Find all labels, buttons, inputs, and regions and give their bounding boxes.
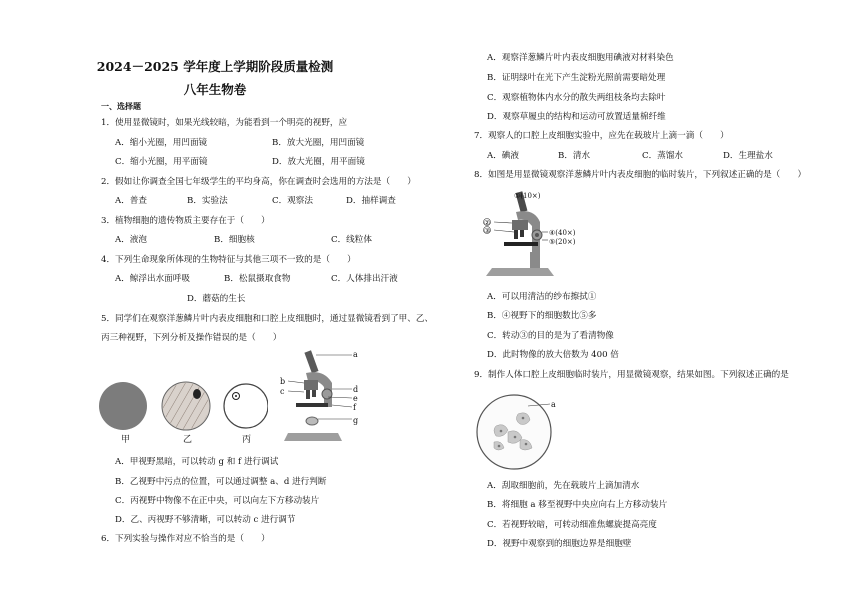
q2-option-c: C．观察法 [272,196,313,206]
q8-base [486,268,554,276]
view-jia-label: 甲 [121,435,131,445]
scope-label-f: f [353,403,356,412]
q5-nosepiece [304,380,318,390]
scope-label-b: b [280,377,286,386]
q8-nosepiece [512,220,528,230]
q7-stem: 7．观察人的口腔上皮细胞实验中，应先在载玻片上滴一滴（ ） [474,131,729,141]
q3-option-a: A．液泡 [115,235,147,245]
exam-subtitle: 八年生物卷 [183,82,247,97]
q6-option-d: D．观察草履虫的结构和运动可放置适量棉纤维 [487,112,666,122]
q8-option-a: A．可以用清洁的纱布擦拭① [487,292,597,302]
q3-stem: 3．植物细胞的遗传物质主要存在于（ ） [101,216,270,226]
view-yi-label: 乙 [183,435,193,445]
scope-label-g: g [353,416,359,425]
q9-stem: 9．制作人体口腔上皮细胞临时装片，用显微镜观察，结果如图。下列叙述正确的是 [474,370,789,380]
q5-stage [296,403,328,407]
view-yi-cells [163,383,209,429]
scope-label-a: a [353,350,358,359]
q4-option-d: D．蘑菇的生长 [187,294,246,304]
section-heading: 一、选择题 [101,102,141,111]
q2-stem: 2．假如让你调查全国七年级学生的平均身高，你在调查时会选用的方法是（ ） [101,177,416,187]
q8-option-b: B．④视野下的细胞数比⑤多 [487,311,597,321]
exam-title: 2024－2025 学年度上学期阶段质量检测 [96,59,334,74]
q1-option-d: D．放大光圈，用平面镜 [272,157,365,167]
q8-label-3: ③ [484,227,491,235]
q5-stem-line2: 丙三种视野，下列分析及操作错误的是（ ） [101,333,282,343]
q7-option-a: A．碘液 [487,151,519,161]
q5-option-a: A．甲视野黑暗，可以转动 g 和 f 进行调试 [115,457,279,467]
q8-objective-1 [514,230,518,239]
q6-option-b: B．证明绿叶在光下产生淀粉光照前需要暗处理 [487,73,666,83]
q4-option-b: B．松鼠摄取食物 [224,274,291,284]
q4-option-a: A．鲸浮出水面呼吸 [115,274,190,284]
view-jia-circle [99,382,147,430]
q3-option-c: C．线粒体 [331,235,372,245]
q8-label-2: ② [484,219,491,227]
q2-option-d: D．抽样调查 [346,196,396,206]
q4-option-c: C．人体排出汗液 [331,274,398,284]
q8-pillar [530,252,540,268]
q8-fine-knob [535,233,539,237]
q2-option-b: B．实验法 [187,196,228,206]
q5-coarse-knob [322,389,332,399]
q9-option-b: B．将细胞 a 移至视野中央应向右上方移动装片 [487,500,668,510]
q9-option-a: A．刮取细胞前，先在载玻片上滴加清水 [487,481,640,491]
q7-option-c: C．蒸馏水 [642,151,683,161]
q5-option-d: D．乙、丙视野不够清晰，可以转动 c 进行调节 [115,515,296,525]
q5-base [284,433,342,441]
q5-objective-2 [312,390,316,397]
q4-stem: 4．下列生命现象所体现的生物特征与其他三项不一致的是（ ） [101,255,356,265]
q7-option-d: D．生理盐水 [723,151,773,161]
scope-label-e: e [353,394,358,403]
q9-option-d: D．视野中观察到的细胞边界是细胞壁 [487,539,632,549]
q1-option-a: A．缩小光圈，用凹面镜 [115,138,208,148]
view-bing-nucleus [235,395,237,397]
q5-option-b: B．乙视野中污点的位置，可以通过调整 a、d 进行判断 [115,477,327,487]
q1-option-b: B．放大光圈，用凹面镜 [272,138,365,148]
q8-label-4: ④(40×) [549,229,576,237]
q8-stage [504,242,538,246]
q3-option-b: B．细胞核 [214,235,255,245]
q5-eyepiece [304,350,318,373]
q8-objective-2 [520,230,524,237]
q6-stem: 6．下列实验与操作对应不恰当的是（ ） [101,534,270,544]
view-yi-spot [193,389,201,399]
q5-option-c: C．丙视野中物像不在正中央，可以向左下方移动装片 [115,496,320,506]
q5-objective-1 [306,390,310,399]
q1-stem: 1．使用显微镜时，如果光线较暗，为能看到一个明亮的视野，应 [101,118,348,128]
q5-mirror [306,417,318,425]
q1-option-c: C．缩小光圈，用平面镜 [115,157,208,167]
scope-label-d: d [353,385,359,394]
q9-label-a: a [551,400,556,409]
q9-option-c: C．若视野较暗，可转动细准焦螺旋提高亮度 [487,520,657,530]
q7-option-b: B．清水 [558,151,591,161]
q5-microscope-figure [278,347,364,443]
q8-label-5: ⑤(20×) [549,238,576,246]
view-bing-label: 丙 [242,435,252,445]
q8-option-c: C．转动③的目的是为了看清物像 [487,331,614,341]
q5-stem-line1: 5．同学们在观察洋葱鳞片叶内表皮细胞和口腔上皮细胞时，通过显微镜看到了甲、乙、 [101,314,434,324]
q8-label-1: ①(10×) [514,192,541,200]
scope-label-c: c [280,387,285,396]
q8-option-d: D．此时物像的放大倍数为 400 倍 [487,350,619,360]
q2-option-a: A．普查 [115,196,147,206]
view-bing-circle [224,384,268,428]
q6-option-a: A．观察洋葱鳞片叶内表皮细胞用碘液对材料染色 [487,53,674,63]
q8-stem: 8．如图是用显微镜观察洋葱鳞片叶内表皮细胞的临时装片，下列叙述正确的是（ ） [474,170,807,180]
q6-option-c: C．观察植物体内水分的散失两组枝条均去除叶 [487,93,666,103]
